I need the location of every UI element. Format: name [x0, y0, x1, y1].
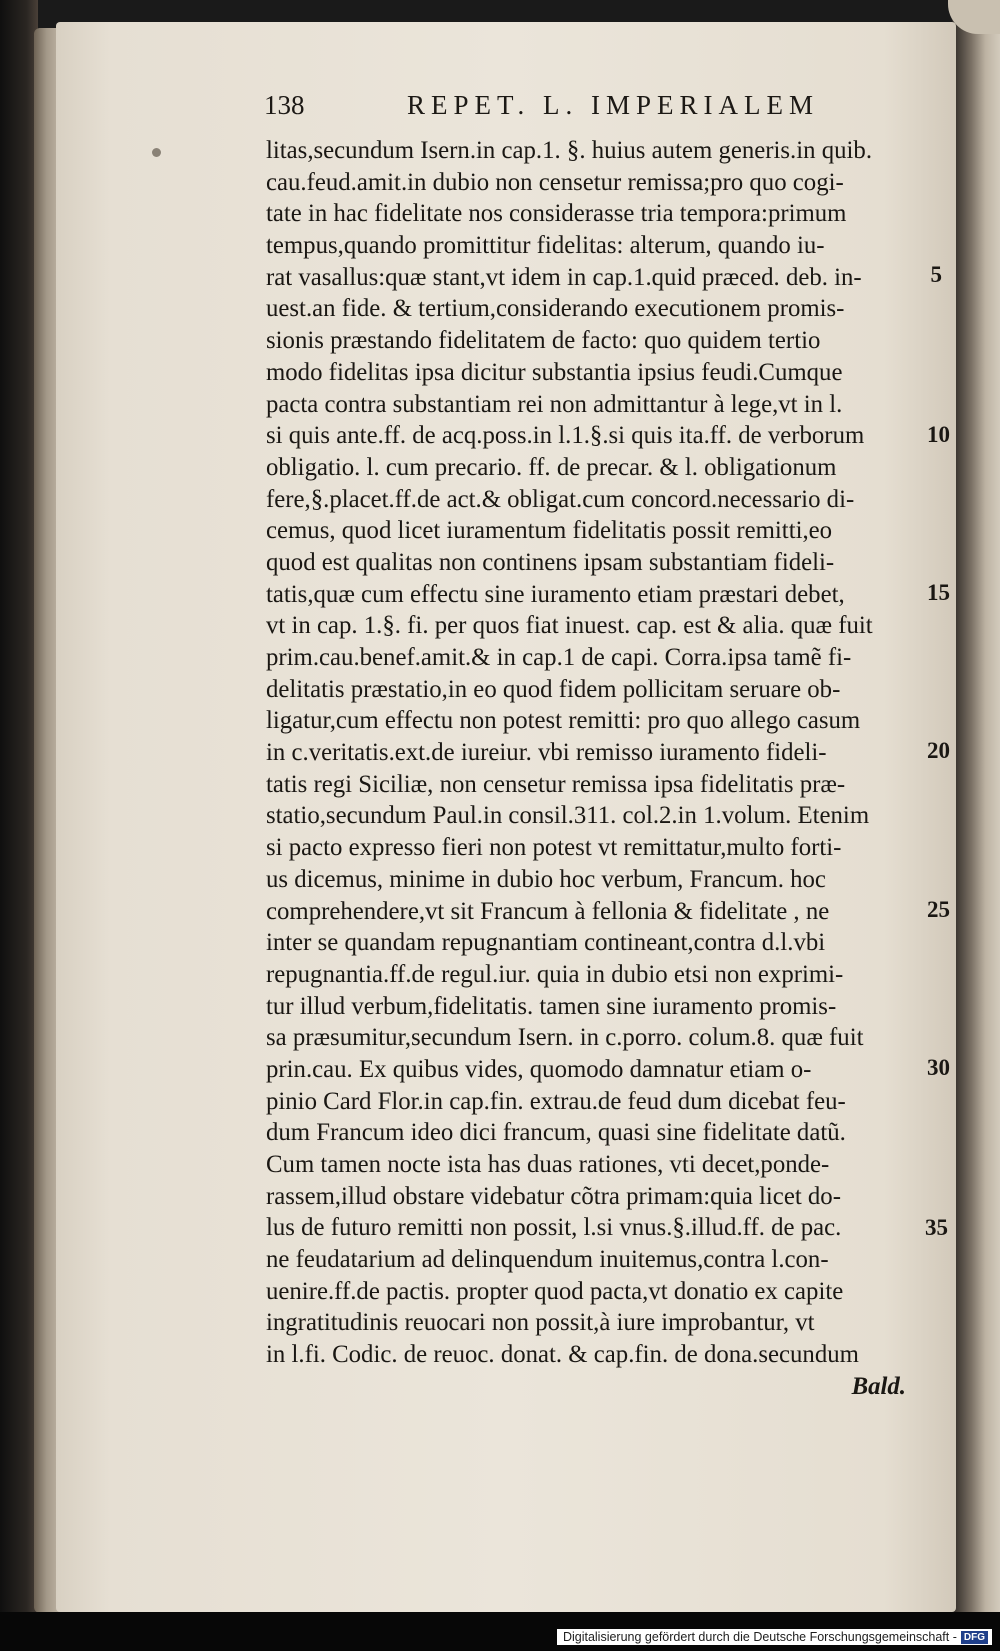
text-line: sa præsumitur,secundum Isern. in c.porro. colum.8. quæ fuit	[266, 1024, 864, 1052]
body-text	[266, 135, 926, 1403]
text-line: rat vasallus:quæ stant,vt idem in cap.1.quid præced. deb. in-	[266, 263, 862, 291]
text-line: rassem,illud obstare videbatur cõtra primam:quia licet do-	[266, 1182, 841, 1210]
text-line: vt in cap. 1.§. fi. per quos fiat inuest. cap. est & alia. quæ fuit	[266, 612, 873, 640]
line-number-marker: 20	[927, 738, 950, 763]
text-line: uest.an fide. & tertium,considerando executionem promis-	[266, 295, 845, 323]
page-number: 138	[264, 90, 305, 120]
page-spot	[152, 148, 161, 157]
text-line: sionis præstando fidelitatem de facto: quo quidem tertio	[266, 327, 821, 355]
text-line: prim.cau.benef.amit.& in cap.1 de capi. Corra.ipsa tamẽ fi-	[266, 644, 852, 671]
text-line: quod est qualitas non continens ipsam substantiam fideli-	[266, 548, 835, 576]
text-line: ingratitudinis reuocari non possit,à iure improbantur, vt	[266, 1309, 815, 1337]
text-line: cau.feud.amit.in dubio non censetur remissa;pro quo cogi-	[266, 168, 844, 196]
text-line: fere,§.placet.ff.de act.& obligat.cum concord.necessario di-	[266, 485, 855, 513]
text-line: ne feudatarium ad delinquendum inuitemus,contra l.con-	[266, 1246, 829, 1274]
page-header	[264, 90, 944, 130]
text-line: us dicemus, minime in dubio hoc verbum, Francum. hoc	[266, 865, 826, 893]
text-line: in l.fi. Codic. de reuoc. donat. & cap.fin. de dona.secundum	[266, 1341, 859, 1369]
text-line: in c.veritatis.ext.de iureiur. vbi remisso iuramento fideli-	[266, 739, 827, 767]
catchword: Bald.	[851, 1372, 906, 1400]
text-line: ligatur,cum effectu non potest remitti: pro quo allego casum	[266, 707, 861, 735]
text-line: tur illud verbum,fidelitatis. tamen sine iuramento promis-	[266, 992, 837, 1020]
text-line: prin.cau. Ex quibus vides, quomodo damnatur etiam o-	[266, 1055, 812, 1083]
line-number-marker: 35	[925, 1215, 948, 1240]
text-line: si quis ante.ff. de acq.poss.in l.1.§.si quis ita.ff. de verborum	[266, 422, 865, 450]
text-line: comprehendere,vt sit Francum à fellonia & fidelitate , ne	[266, 897, 830, 925]
text-line: tempus,quando promittitur fidelitas: alterum, quando iu-	[266, 232, 825, 260]
dfg-logo: DFG	[961, 1631, 988, 1644]
line-number-marker: 10	[927, 422, 950, 447]
line-number-marker: 15	[927, 580, 950, 605]
book-right-edge	[952, 0, 1000, 1612]
text-line: Cum tamen nocte ista has duas rationes, vti decet,ponde-	[266, 1151, 830, 1178]
text-line: pinio Card Flor.in cap.fin. extrau.de feud dum dicebat feu-	[266, 1087, 846, 1115]
text-line: cemus, quod licet iuramentum fidelitatis possit remitti,eo	[266, 517, 833, 545]
text-line: delitatis præstatio,in eo quod fidem pollicitam seruare ob-	[266, 675, 841, 703]
text-line: obligatio. l. cum precario. ff. de precar. & l. obligationum	[266, 453, 837, 481]
book-left-edge	[0, 0, 38, 1651]
text-line: lus de futuro remitti non possit, l.si vnus.§.illud.ff. de pac.	[266, 1214, 842, 1242]
text-line: litas,secundum Isern.in cap.1. §. huius autem generis.in quib.	[266, 137, 873, 164]
footer-credit	[557, 1629, 992, 1645]
text-line: pacta contra substantiam rei non admittantur à lege,vt in l.	[266, 390, 843, 418]
text-line: tatis regi Siciliæ, non censetur remissa ipsa fidelitatis præ-	[266, 770, 846, 798]
text-line: tate in hac fidelitate nos considerasse tria tempora:primum	[266, 200, 847, 228]
line-number-marker: 5	[930, 262, 942, 287]
text-line: statio,secundum Paul.in consil.311. col.2.in 1.volum. Etenim	[266, 802, 870, 830]
text-line: si pacto expresso fieri non potest vt remittatur,multo forti-	[266, 834, 842, 862]
line-number-marker: 25	[927, 897, 950, 922]
footer-text: Digitalisierung gefördert durch die Deutsche Forschungsgemeinschaft -	[562, 1630, 957, 1644]
text-line: tatis,quæ cum effectu sine iuramento etiam præstari debet,	[266, 580, 845, 608]
running-head: REPET. L. IMPERIALEM	[407, 90, 819, 120]
text-line: repugnantia.ff.de regul.iur. quia in dubio etsi non exprimi-	[266, 960, 844, 988]
line-number-marker: 30	[927, 1055, 950, 1080]
text-line: dum Francum ideo dici francum, quasi sine fidelitate datũ.	[266, 1119, 846, 1147]
text-line: inter se quandam repugnantiam contineant,contra d.l.vbi	[266, 929, 826, 957]
text-line: uenire.ff.de pactis. propter quod pacta,vt donatio ex capite	[266, 1277, 844, 1305]
text-line: modo fidelitas ipsa dicitur substantia ipsius feudi.Cumque	[266, 358, 843, 386]
